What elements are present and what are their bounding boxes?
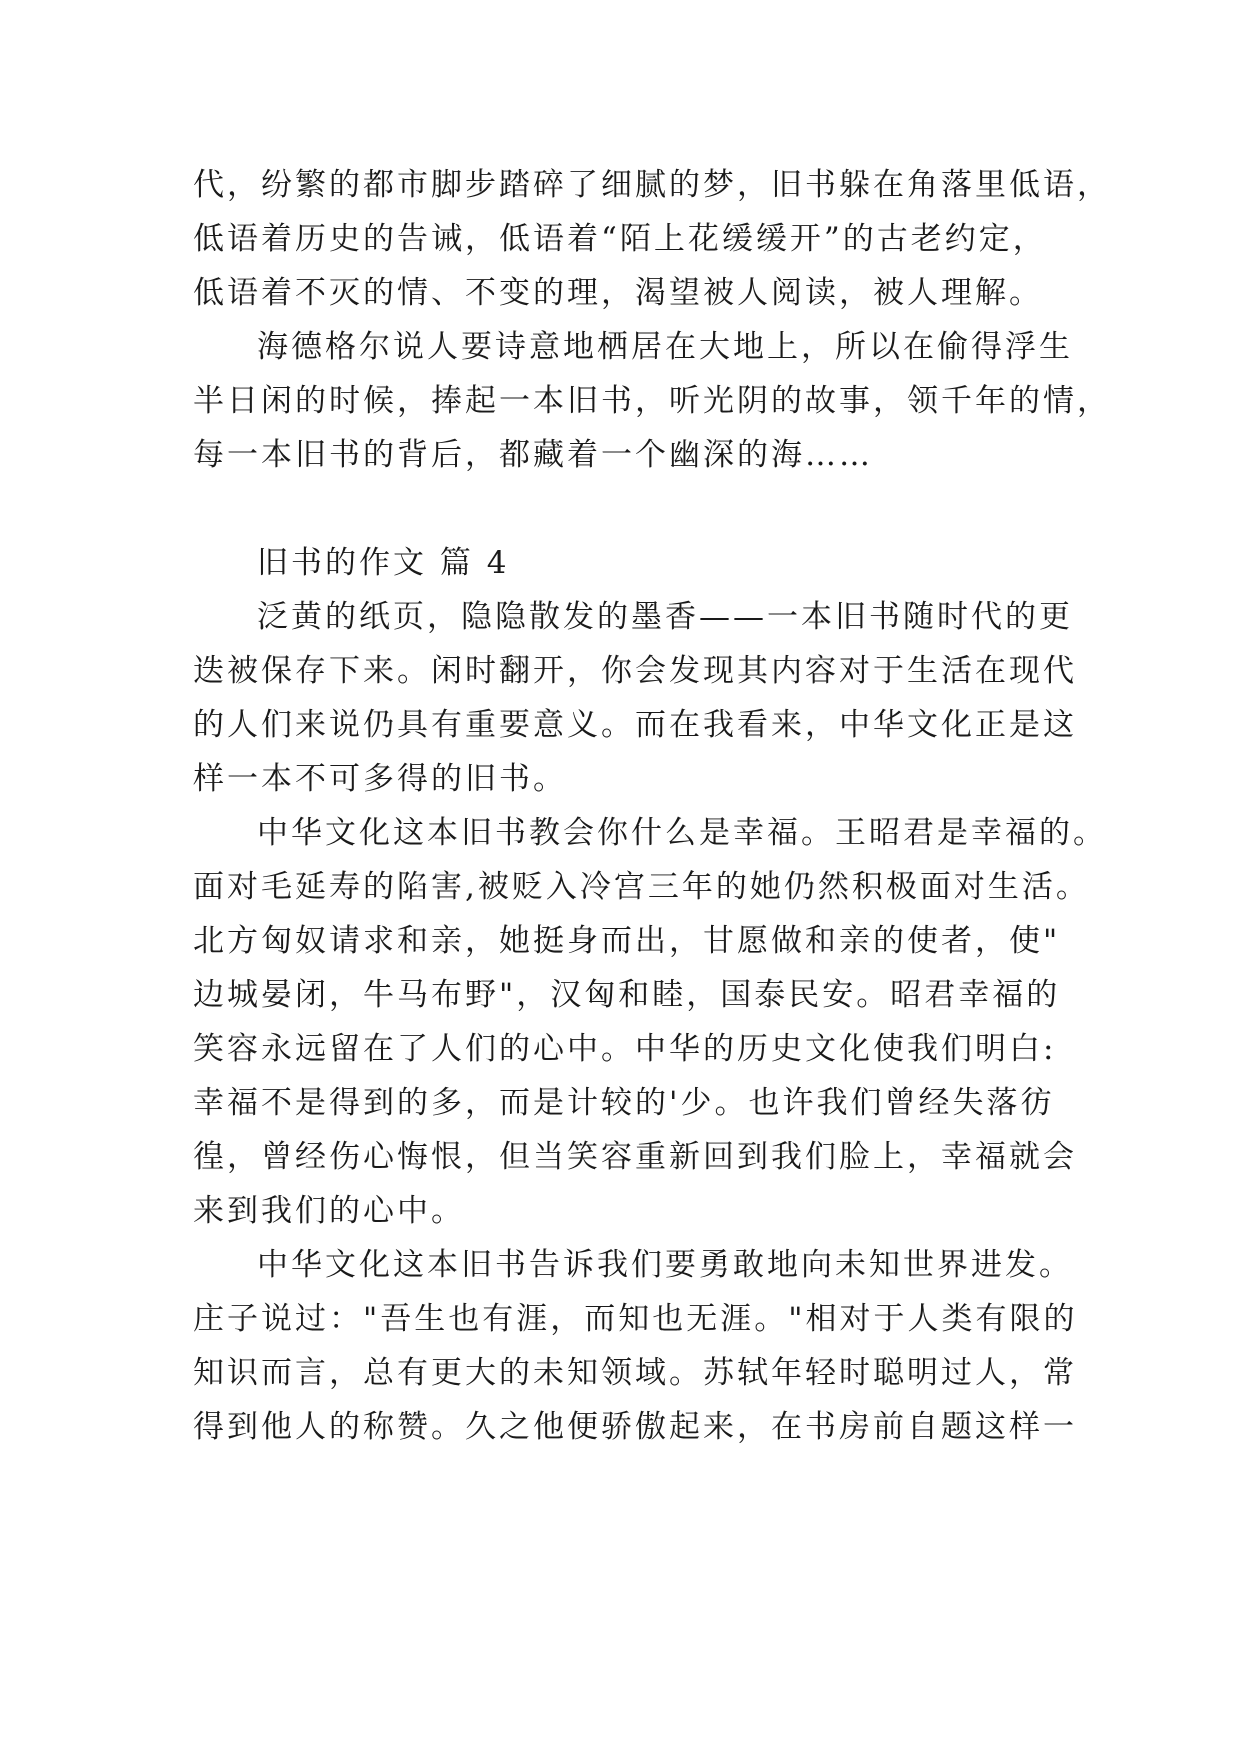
text-line: 泛黄的纸页，隐隐散发的墨香——一本旧书随时代的更 xyxy=(257,599,1073,635)
text-line: 低语着历史的告诫，低语着“陌上花缓缓开”的古老约定， xyxy=(193,221,1047,257)
text-line: 每一本旧书的背后，都藏着一个幽深的海…… xyxy=(193,437,873,473)
text-line: 半日闲的时候，捧起一本旧书，听光阴的故事，领千年的情， xyxy=(193,383,1111,419)
text-line: 样一本不可多得的旧书。 xyxy=(193,761,567,797)
section-heading: 旧书的作文 篇 4 xyxy=(257,545,510,581)
paragraph-intro xyxy=(193,590,1077,806)
paragraph-unknown-world xyxy=(193,1238,1078,1454)
text-line: 中华文化这本旧书告诉我们要勇敢地向未知世界进发。 xyxy=(257,1247,1073,1283)
text-line: 低语着不灭的情、不变的理，渴望被人阅读，被人理解。 xyxy=(193,275,1043,311)
text-line: 笑容永远留在了人们的心中。中华的历史文化使我们明白: xyxy=(193,1031,1057,1067)
text-line: 迭被保存下来。闲时翻开，你会发现其内容对于生活在现代 xyxy=(193,653,1077,689)
text-line: 徨，曾经伤心悔恨，但当笑容重新回到我们脸上，幸福就会 xyxy=(193,1139,1077,1175)
text-line: 海德格尔说人要诗意地栖居在大地上，所以在偷得浮生 xyxy=(257,329,1073,365)
text-line: 的人们来说仍具有重要意义。而在我看来，中华文化正是这 xyxy=(193,707,1077,743)
text-line: 庄子说过："吾生也有涯，而知也无涯。"相对于人类有限的 xyxy=(193,1301,1078,1337)
blank-line xyxy=(193,482,1053,536)
text-line: 面对毛延寿的陷害,被贬入冷宫三年的她仍然积极面对生活。 xyxy=(193,869,1090,905)
paragraph-continued xyxy=(193,158,1111,320)
paragraph-heidegger xyxy=(193,320,1111,482)
text-line: 边城晏闭，牛马布野"，汉匈和睦，国泰民安。昭君幸福的 xyxy=(193,977,1061,1013)
text-line: 北方匈奴请求和亲，她挺身而出，甘愿做和亲的使者，使" xyxy=(193,923,1061,959)
text-line: 代，纷繁的都市脚步踏碎了细腻的梦，旧书躲在角落里低语， xyxy=(193,167,1111,203)
text-line: 中华文化这本旧书教会你什么是幸福。王昭君是幸福的。 xyxy=(257,815,1107,851)
text-line: 来到我们的心中。 xyxy=(193,1193,465,1229)
paragraph-happiness xyxy=(193,806,1107,1238)
document-body xyxy=(193,158,1111,1454)
text-line: 得到他人的称赞。久之他便骄傲起来，在书房前自题这样一 xyxy=(193,1409,1077,1445)
text-line: 幸福不是得到的多，而是计较的'少。也许我们曾经失落彷 xyxy=(193,1085,1055,1121)
text-line: 知识而言，总有更大的未知领域。苏轼年轻时聪明过人，常 xyxy=(193,1355,1077,1391)
